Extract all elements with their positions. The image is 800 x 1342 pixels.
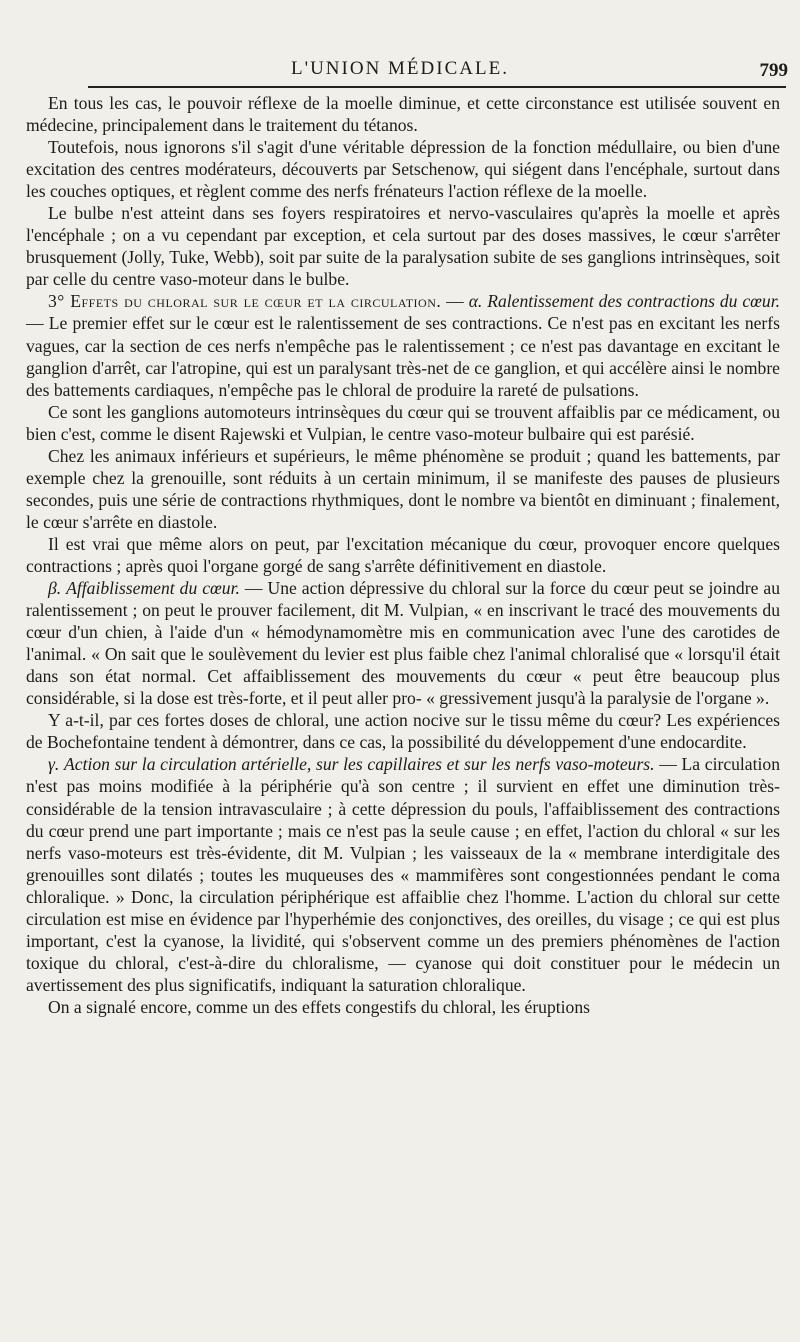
- paragraph: [26, 753, 780, 996]
- paragraph-text: — Une action dépressive du chloral sur la force du cœur peut se joindre au ralentissement ; on peut le prouver facilement, dit M. Vulpian, « en inscrivant le tracé des mouvements du cœur d'un chien, à l'aide d'un « hémodynamomètre mis en communication avec l'une des carotides de l'animal. « On sait que le soulèvement du levier est plus faible chez l'animal chloralisé que « lorsqu'il était dans son état normal. Cet affaiblissement des mouvements du cœur « peut être beaucoup plus considérable, si la dose est très-forte, et il peut aller pro- « gressivement jusqu'à la paralysie de l'organe ».: [26, 578, 780, 709]
- paragraph: [26, 533, 780, 577]
- paragraph-text: Y a-t-il, par ces fortes doses de chloral, une action nocive sur le tissu même du cœur? Les expériences de Bochefontaine tendent à démontrer, dans ce cas, la possibilité du développement d'une endocardite.: [26, 710, 780, 753]
- subsection-title: α. Ralentissement des contractions du cœur.: [468, 291, 780, 312]
- paragraph: [26, 202, 780, 290]
- paragraph-text: Le bulbe n'est atteint dans ses foyers respiratoires et nervo-vasculaires qu'après la moelle et après l'encéphale ; on a vu cependant par exception, et cela surtout par des doses massives, le cœur s'arrêter brusquement (Jolly, Tuke, Webb), soit par suite de la paralysation subite de ses ganglions intrinsèques, soit par celle du centre vaso-moteur dans le bulbe.: [26, 203, 780, 290]
- paragraph: [26, 92, 780, 136]
- section-heading: 3° Effets du chloral sur le cœur et la circulation.: [48, 291, 442, 312]
- paragraph: [26, 996, 780, 1018]
- paragraph: [26, 136, 780, 202]
- paragraph-text: En tous les cas, le pouvoir réflexe de la moelle diminue, et cette circonstance est utilisée souvent en médecine, principalement dans le traitement du tétanos.: [26, 93, 780, 136]
- paragraph-text: Ce sont les ganglions automoteurs intrinsèques du cœur qui se trouvent affaiblis par ce médicament, ou bien c'est, comme le disent Rajewski et Vulpian, le centre vaso-moteur bulbaire qui est parésié.: [26, 401, 780, 444]
- page-header: [0, 48, 800, 88]
- paragraph-text: — La circulation n'est pas moins modifiée à la périphérie qu'à son centre ; il survient en effet une diminution très-considérable de la tension intravasculaire ; à cette dépression du pouls, l'affaiblissement des contractions du cœur prend une part importante ; mais ce n'est pas la seule cause ; en effet, l'action du chloral « sur les nerfs vaso-moteurs est très-évidente, dit M. Vulpian ; les vaisseaux de la « membrane interdigitale des grenouilles sont dilatés ; toutes les muqueuses des « mammifères sont congestionnées pendant le coma chloralique. » Donc, la circulation périphérique est affaiblie chez l'homme. L'action du chloral sur cette circulation est mise en évidence par l'hyperhémie des conjonctives, des oreilles, du visage ; ce qui est plus important, c'est la cyanose, la lividité, qui s'observent comme un des premiers phénomènes de l'action toxique du chloral, c'est-à-dire du chloralisme, — cyanose qui doit constituer pour le médecin un avertissement des plus significatifs, indiquant la saturation chloralique.: [26, 754, 780, 995]
- subsection-title: γ. Action sur la circulation artérielle, sur les capillaires et sur les nerfs vaso-moteurs.: [48, 754, 655, 775]
- section-heading-paragraph: [26, 290, 780, 400]
- body-text: [26, 92, 780, 1018]
- paragraph: [26, 709, 780, 753]
- subsection-title: β. Affaiblissement du cœur.: [48, 578, 240, 599]
- paragraph-text: Il est vrai que même alors on peut, par l'excitation mécanique du cœur, provoquer encore quelques contractions ; après quoi l'organe gorgé de sang s'arrête définitivement en diastole.: [26, 533, 780, 576]
- paragraph-text: Toutefois, nous ignorons s'il s'agit d'une véritable dépression de la fonction médullaire, ou bien d'une excitation des centres modérateurs, découverts par Setschenow, qui siégent dans l'encéphale, surtout dans les couches optiques, et règlent comme des nerfs frénateurs l'action réflexe de la moelle.: [26, 137, 780, 202]
- header-rule: [88, 86, 786, 88]
- paragraph: [26, 445, 780, 533]
- paragraph-text: — Le premier effet sur le cœur est le ralentissement de ses contractions. Ce n'est pas en excitant les nerfs vagues, car la section de ces nerfs n'empêche pas le ralentissement ; ce n'est pas davantage en excitant le ganglion d'arrêt, car l'atropine, qui est un paralysant très-net de ce ganglion, et qui accélère ainsi le nombre des battements cardiaques, n'empêche pas le chloral de produire la rareté de pulsations.: [26, 313, 780, 400]
- heading-separator: —: [441, 291, 469, 312]
- paragraph-text: Chez les animaux inférieurs et supérieurs, le même phénomène se produit ; quand les battements, par exemple chez la grenouille, sont réduits à un certain minimum, il se manifeste des pauses de plusieurs secondes, puis une série de contractions rhythmiques, dont le nombre va bientôt en diminuant ; finalement, le cœur s'arrête en diastole.: [26, 445, 780, 532]
- running-title: L'UNION MÉDICALE.: [291, 58, 509, 79]
- paragraph: [26, 577, 780, 709]
- paragraph: [26, 401, 780, 445]
- page-number: 799: [759, 60, 788, 81]
- paragraph-text: On a signalé encore, comme un des effets congestifs du chloral, les éruptions: [48, 996, 590, 1017]
